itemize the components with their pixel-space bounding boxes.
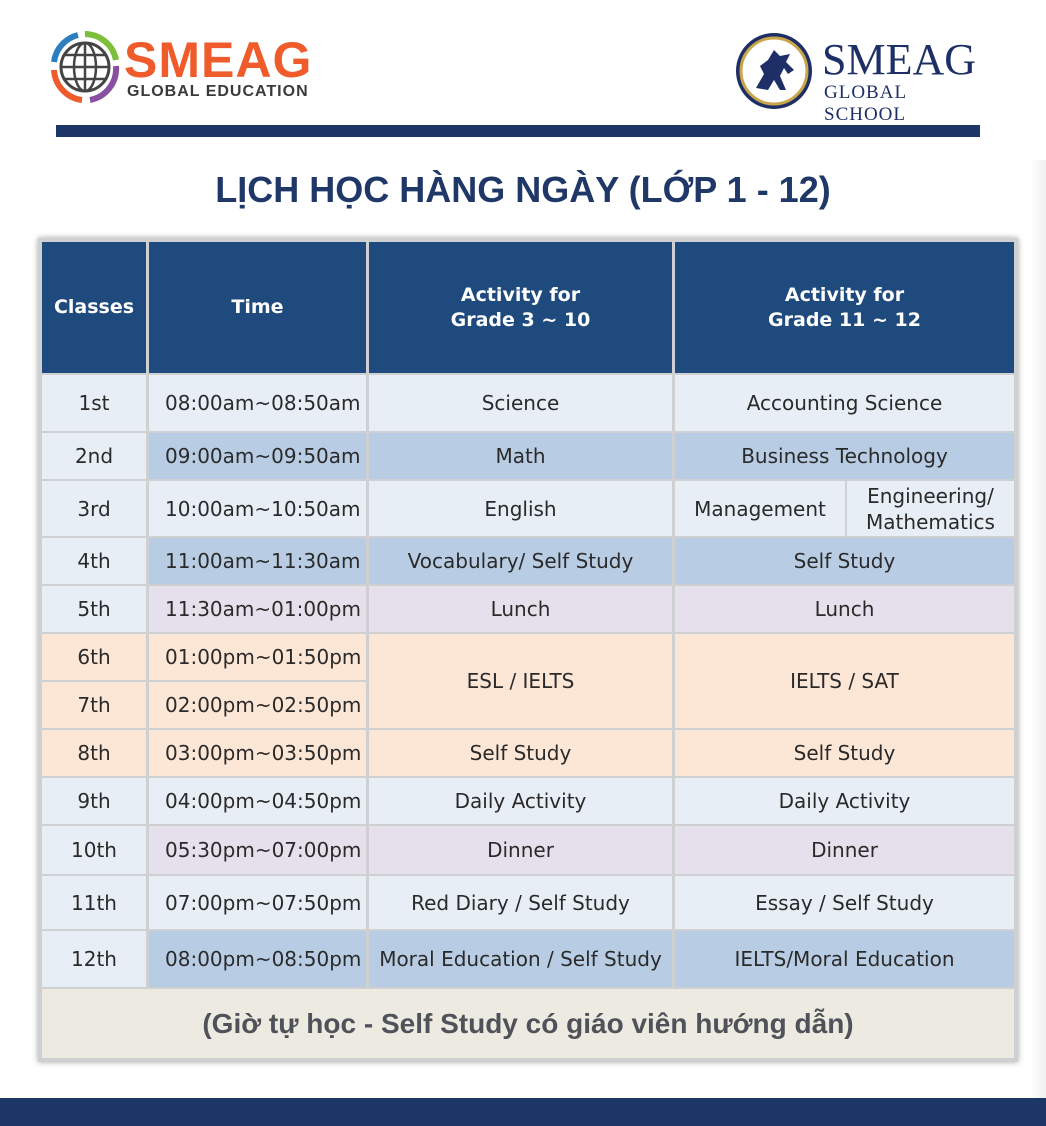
time-cell: 11:00am~11:30am	[149, 538, 366, 584]
left-logo-subtitle: GLOBAL EDUCATION	[127, 83, 309, 100]
grade-11-12-cell: Daily Activity	[675, 778, 1014, 824]
page-edge-shadow	[1030, 160, 1046, 1100]
horse-seal-icon	[734, 30, 814, 112]
grade-3-10-cell: Math	[369, 433, 672, 479]
grade-3-10-cell: ESL / IELTS	[369, 634, 672, 728]
smeag-global-education-logo	[50, 30, 320, 110]
class-cell: 9th	[42, 778, 146, 824]
class-cell: 6th	[42, 634, 146, 680]
grade-11-12-cell: Lunch	[675, 586, 1014, 632]
top-divider	[56, 125, 980, 137]
grade-11-12-cell: IELTS/Moral Education	[675, 931, 1014, 987]
left-logo-brand: SMEAG	[124, 32, 313, 88]
class-cell: 12th	[42, 931, 146, 987]
column-header-time: Time	[149, 242, 366, 373]
grade-11-12-cell-management: Management	[675, 481, 845, 536]
class-cell: 7th	[42, 682, 146, 728]
grade-3-10-cell: English	[369, 481, 672, 536]
grade-11-12-cell: Accounting Science	[675, 375, 1014, 431]
grade-3-10-cell: Lunch	[369, 586, 672, 632]
grade-11-12-cell: Essay / Self Study	[675, 876, 1014, 929]
grade-11-12-cell-engineering: Engineering/ Mathematics	[847, 481, 1014, 536]
time-cell: 02:00pm~02:50pm	[149, 682, 366, 728]
class-cell: 8th	[42, 730, 146, 776]
class-cell: 3rd	[42, 481, 146, 536]
class-cell: 4th	[42, 538, 146, 584]
grade-3-10-cell: Dinner	[369, 826, 672, 874]
time-cell: 04:00pm~04:50pm	[149, 778, 366, 824]
right-logo-subtitle: GLOBAL SCHOOL	[824, 82, 907, 125]
grade-11-12-cell: Business Technology	[675, 433, 1014, 479]
grade-3-10-cell: Daily Activity	[369, 778, 672, 824]
class-cell: 5th	[42, 586, 146, 632]
grade-3-10-cell: Self Study	[369, 730, 672, 776]
grade-11-12-cell: Self Study	[675, 538, 1014, 584]
grade-11-12-cell: Self Study	[675, 730, 1014, 776]
time-cell: 01:00pm~01:50pm	[149, 634, 366, 680]
column-header-classes: Classes	[42, 242, 146, 373]
time-cell: 08:00pm~08:50pm	[149, 931, 366, 987]
grade-3-10-cell: Vocabulary/ Self Study	[369, 538, 672, 584]
time-cell: 08:00am~08:50am	[149, 375, 366, 431]
time-cell: 10:00am~10:50am	[149, 481, 366, 536]
class-cell: 11th	[42, 876, 146, 929]
column-header-grade-11-12: Activity for Grade 11 ~ 12	[675, 242, 1014, 373]
time-cell: 03:00pm~03:50pm	[149, 730, 366, 776]
time-cell: 07:00pm~07:50pm	[149, 876, 366, 929]
grade-3-10-cell: Science	[369, 375, 672, 431]
table-footer-note: (Giờ tự học - Self Study có giáo viên hướng dẫn)	[42, 989, 1014, 1058]
class-cell: 2nd	[42, 433, 146, 479]
globe-icon	[50, 30, 120, 106]
column-header-grade-3-10: Activity for Grade 3 ~ 10	[369, 242, 672, 373]
class-cell: 10th	[42, 826, 146, 874]
smeag-global-school-logo	[734, 30, 994, 125]
grade-11-12-cell: Dinner	[675, 826, 1014, 874]
page-title: LỊCH HỌC HÀNG NGÀY (LỚP 1 - 12)	[215, 169, 831, 210]
time-cell: 09:00am~09:50am	[149, 433, 366, 479]
grade-11-12-cell: IELTS / SAT	[675, 634, 1014, 728]
grade-3-10-cell: Red Diary / Self Study	[369, 876, 672, 929]
time-cell: 11:30am~01:00pm	[149, 586, 366, 632]
time-cell: 05:30pm~07:00pm	[149, 826, 366, 874]
class-cell: 1st	[42, 375, 146, 431]
right-logo-brand: SMEAG	[822, 35, 977, 84]
bottom-bar	[0, 1098, 1046, 1126]
grade-3-10-cell: Moral Education / Self Study	[369, 931, 672, 987]
schedule-table	[38, 238, 1018, 1062]
